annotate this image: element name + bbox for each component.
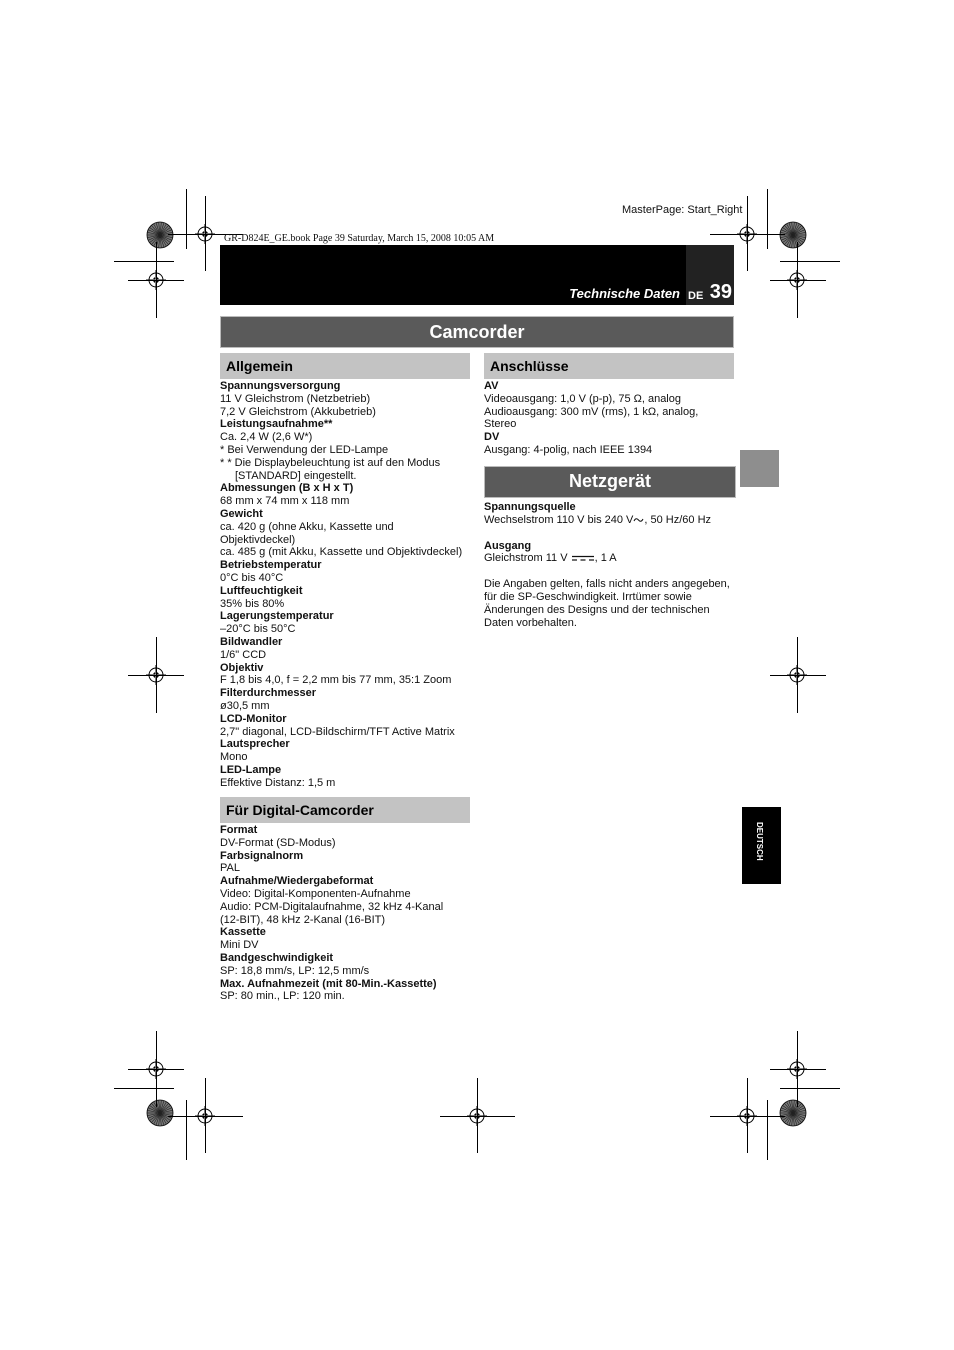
netzgeraet-content [484, 501, 736, 629]
output-label: Ausgang [484, 539, 532, 552]
spec-value: ø30,5 mm [220, 699, 270, 712]
spec-label: Format [220, 824, 258, 836]
digital-heading: Für Digital-Camcorder [220, 797, 470, 823]
disclaimer-note [484, 578, 736, 629]
spec-value: Stereo [484, 418, 517, 431]
spec-value: Effektive Distanz: 1,5 m [220, 776, 336, 789]
spec-value: 35% bis 80% [220, 597, 285, 610]
spec-label: Gewicht [220, 507, 263, 520]
spec-value: Objektivdeckel) [220, 533, 296, 546]
ac-symbol-icon [633, 516, 644, 524]
masterpage-label: MasterPage: Start_Right [622, 204, 743, 216]
crop-line [156, 242, 157, 318]
side-gray-tab [740, 450, 779, 487]
spec-value: –20°C bis 50°C [220, 623, 296, 636]
spec-value: Audioausgang: 300 mV (rms), 1 kΩ, analog, [484, 405, 699, 418]
crop-line [114, 1088, 174, 1089]
spec-value: 11 V Gleichstrom (Netzbetrieb) [220, 392, 371, 405]
spec-label: Betriebstemperatur [220, 559, 322, 572]
spec-label: Leistungsaufnahme** [220, 418, 333, 431]
language-side-tab-label: DEUTSCH [755, 822, 764, 861]
spec-value: Video: Digital-Komponenten-Aufnahme [220, 887, 411, 900]
spec-value: DV-Format (SD-Modus) [220, 836, 336, 849]
note-line: für die SP-Geschwindigkeit. Irrtümer sowie [484, 590, 692, 603]
spec-value: Ausgang: 4-polig, nach IEEE 1394 [484, 443, 653, 456]
spec-label: Aufnahme/Wiedergabeformat [220, 875, 374, 888]
spec-label: Bildwandler [220, 635, 283, 648]
spec-value: ca. 420 g (ohne Akku, Kassette und [220, 520, 394, 533]
spec-label: Spannungsversorgung [220, 380, 341, 392]
crop-line [477, 1078, 478, 1153]
dc-symbol-icon [572, 555, 594, 561]
crop-line [770, 675, 826, 676]
spec-label: Abmessungen (B x H x T) [220, 482, 354, 495]
spec-label: LED-Lampe [220, 763, 282, 776]
spec-label: Farbsignalnorm [220, 849, 304, 862]
spec-value: F 1,8 bis 4,0, f = 2,2 mm bis 77 mm, 35:1 Zoom [220, 674, 452, 687]
spec-value: SP: 18,8 mm/s, LP: 12,5 mm/s [220, 964, 370, 977]
spec-value: 2,7" diagonal, LCD-Bildschirm/TFT Active Matrix [220, 725, 455, 738]
crop-line [186, 189, 187, 249]
spec-value: Mini DV [220, 939, 259, 952]
spec-value: Videoausgang: 1,0 V (p-p), 75 Ω, analog [484, 392, 681, 405]
spec-value: 0°C bis 40°C [220, 571, 284, 584]
spec-label: AV [484, 380, 499, 392]
crop-line [747, 196, 748, 271]
page-header [220, 245, 734, 305]
allgemein-heading: Allgemein [220, 353, 470, 379]
color-target-icon [146, 1099, 174, 1127]
spec-value: * Bei Verwendung der LED-Lampe [220, 443, 389, 456]
page-number: 39 [709, 281, 732, 303]
crop-line [797, 1031, 798, 1107]
spec-value: (12-BIT), 48 kHz 2-Kanal (16-BIT) [220, 913, 386, 926]
output-value-b: , 1 A [594, 552, 617, 565]
spec-value: PAL [220, 862, 240, 875]
header-title: Technische Daten [569, 286, 680, 301]
anschluesse-section [484, 353, 734, 457]
crop-line [186, 1100, 187, 1160]
spec-value: Mono [220, 751, 248, 764]
book-info-line: GR-D824E_GE.book Page 39 Saturday, March 15, 2008 10:05 AM [224, 233, 495, 244]
spec-value: ca. 485 g (mit Akku, Kassette und Objektivdeckel) [220, 546, 463, 559]
spec-value: 7,2 V Gleichstrom (Akkubetrieb) [220, 405, 376, 418]
allgemein-list [220, 380, 470, 790]
crop-line [780, 261, 840, 262]
color-target-icon [146, 221, 174, 249]
language-code: DE [688, 290, 704, 302]
spec-label: Lautsprecher [220, 738, 290, 751]
spec-value: 68 mm x 74 mm x 118 mm [220, 495, 350, 508]
source-value [484, 514, 736, 527]
digital-list [220, 824, 470, 1003]
digital-section [220, 797, 470, 1003]
allgemein-section [220, 353, 470, 790]
crop-line [780, 1088, 840, 1089]
spec-label: Bandgeschwindigkeit [220, 951, 334, 964]
spec-value: Audio: PCM-Digitalaufnahme, 32 kHz 4-Kanal [220, 900, 444, 913]
crop-line [770, 1069, 826, 1070]
anschluesse-heading: Anschlüsse [484, 353, 734, 379]
spec-label: Objektiv [220, 661, 264, 674]
crop-line [156, 637, 157, 713]
source-value-b: , 50 Hz/60 Hz [644, 513, 712, 526]
crop-line [797, 637, 798, 713]
spec-label: Max. Aufnahmezeit (mit 80-Min.-Kassette) [220, 977, 437, 990]
output-value-a: Gleichstrom 11 V [484, 552, 568, 565]
language-side-tab [742, 807, 781, 884]
spec-label: LCD-Monitor [220, 712, 287, 725]
note-line: Änderungen des Designs und der technischen [484, 603, 710, 616]
crop-line [156, 1031, 157, 1107]
output-value [484, 552, 736, 565]
page-number-box [686, 245, 734, 305]
spec-label: Filterdurchmesser [220, 687, 316, 700]
spec-label: Lagerungstemperatur [220, 610, 334, 623]
spec-label: DV [484, 431, 500, 444]
note-line: Daten vorbehalten. [484, 616, 577, 629]
crop-line [114, 261, 174, 262]
crop-line [205, 1078, 206, 1153]
color-target-icon [779, 1099, 807, 1127]
source-label: Spannungsquelle [484, 501, 576, 513]
color-target-icon [779, 221, 807, 249]
crop-line [767, 1100, 768, 1160]
crop-line [747, 1078, 748, 1153]
crop-line [767, 189, 768, 249]
section-title-netzgeraet: Netzgerät [484, 466, 736, 498]
anschluesse-list [484, 380, 734, 457]
spec-label: Kassette [220, 926, 266, 939]
spec-value: 1/6" CCD [220, 648, 267, 661]
section-title-camcorder: Camcorder [220, 316, 734, 348]
spec-label: Luftfeuchtigkeit [220, 584, 303, 597]
source-value-a: Wechselstrom 110 V bis 240 V [484, 513, 634, 526]
spec-value: * * Die Displaybeleuchtung ist auf den Modus [220, 456, 441, 469]
spec-value: SP: 80 min., LP: 120 min. [220, 990, 345, 1003]
note-line: Die Angaben gelten, falls nicht anders angegeben, [484, 578, 730, 591]
crop-line [205, 196, 206, 271]
crop-line [797, 242, 798, 318]
crop-line [770, 280, 826, 281]
spec-value: [STANDARD] eingestellt. [235, 469, 357, 482]
spec-value: Ca. 2,4 W (2,6 W*) [220, 431, 313, 444]
